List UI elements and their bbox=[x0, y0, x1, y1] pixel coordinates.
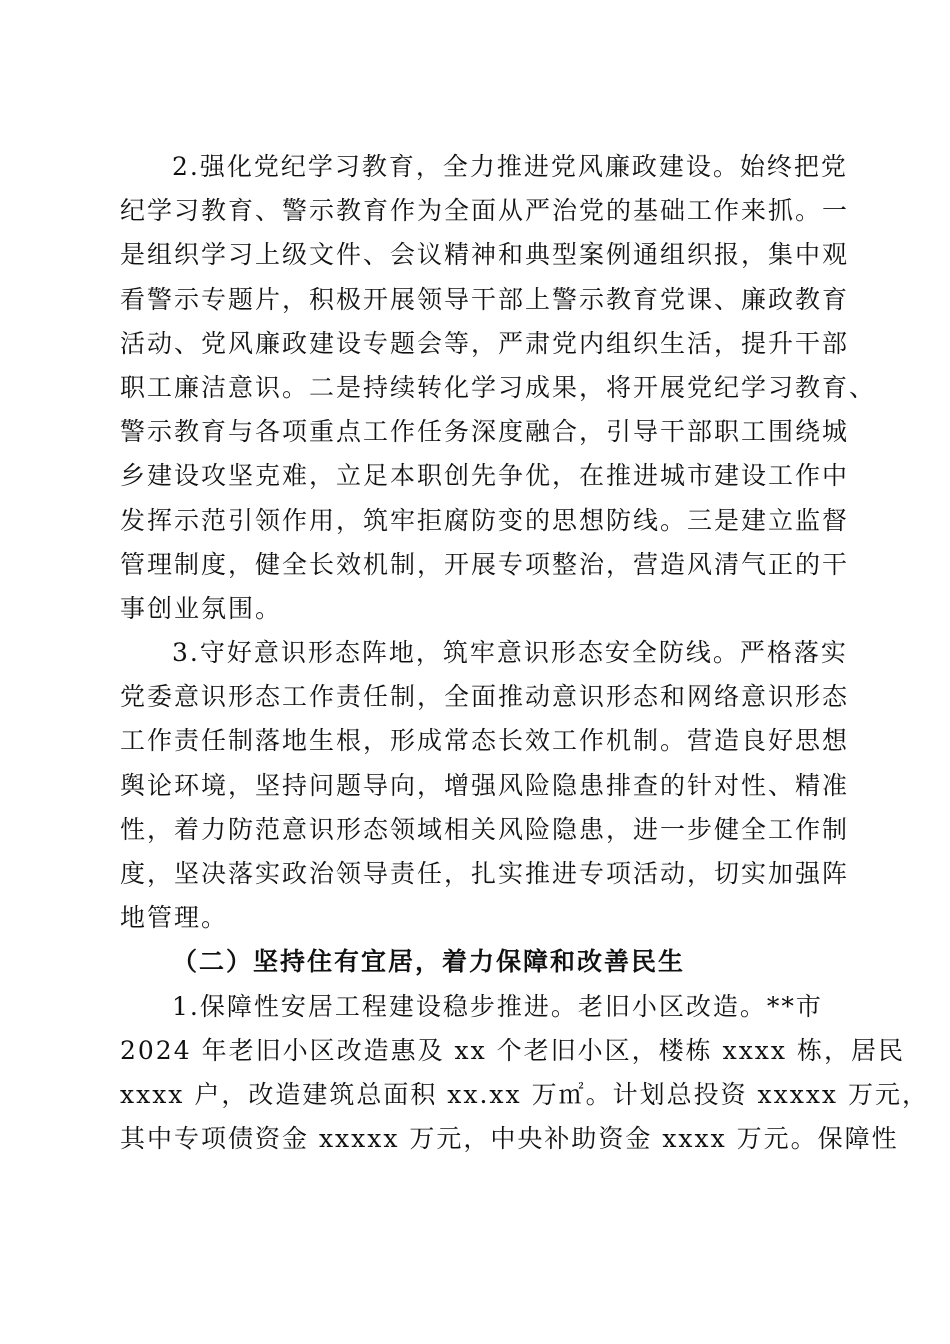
paragraph-2-line-2: 纪学习教育、警示教育作为全面从严治党的基础工作来抓。一 bbox=[120, 196, 850, 226]
paragraph-3-line-4: 舆论环境，坚持问题导向，增强风险隐患排查的针对性、精准 bbox=[120, 770, 850, 800]
paragraph-2-line-4: 看警示专题片，积极开展领导干部上警示教育党课、廉政教育 bbox=[120, 284, 850, 314]
paragraph-3-line-2: 党委意识形态工作责任制，全面推动意识形态和网络意识形态 bbox=[120, 682, 850, 712]
paragraph-2-line-9: 发挥示范引领作用，筑牢拒腐防变的思想防线。三是建立监督 bbox=[120, 505, 850, 535]
paragraph-3-line-3: 工作责任制落地生根，形成常态长效工作机制。营造良好思想 bbox=[120, 726, 850, 756]
document-body bbox=[120, 145, 929, 1161]
paragraph-3-line-6: 度，坚决落实政治领导责任，扎实推进专项活动，切实加强阵 bbox=[120, 859, 850, 888]
paragraph-2-line-7: 警示教育与各项重点工作任务深度融合，引导干部职工围绕城 bbox=[120, 417, 850, 447]
paragraph-4-line-4: 其中专项债资金 xxxxx 万元，中央补助资金 xxxx 万元。保障性 bbox=[120, 1124, 899, 1154]
paragraph-2-line-8: 乡建设攻坚克难，立足本职创先争优，在推进城市建设工作中 bbox=[120, 461, 850, 491]
paragraph-2-line-1: 2.强化党纪学习教育，全力推进党风廉政建设。始终把党 bbox=[172, 152, 848, 181]
paragraph-4-line-3: xxxx 户，改造建筑总面积 xx.xx 万㎡。计划总投资 xxxxx 万元， bbox=[120, 1079, 929, 1109]
paragraph-4-line-1: 1.保障性安居工程建设稳步推进。老旧小区改造。**市 bbox=[172, 991, 823, 1021]
paragraph-2-line-11: 事创业氛围。 bbox=[120, 593, 283, 623]
paragraph-2-line-3: 是组织学习上级文件、会议精神和典型案例通组织报，集中观 bbox=[120, 240, 850, 270]
section-heading: （二）坚持住有宜居，着力保障和改善民生 bbox=[172, 947, 686, 977]
paragraph-2-line-5: 活动、党风廉政建设专题会等，严肃党内组织生活，提升干部 bbox=[120, 328, 850, 358]
paragraph-3-line-5: 性，着力防范意识形态领域相关风险隐患，进一步健全工作制 bbox=[120, 814, 850, 844]
paragraph-4-line-2: 2024 年老旧小区改造惠及 xx 个老旧小区，楼栋 xxxx 栋，居民 bbox=[120, 1035, 905, 1065]
paragraph-2-line-10: 管理制度，健全长效机制，开展专项整治，营造风清气正的干 bbox=[120, 549, 850, 579]
paragraph-3-line-7: 地管理。 bbox=[120, 903, 229, 933]
paragraph-3-line-1: 3.守好意识形态阵地，筑牢意识形态安全防线。严格落实 bbox=[172, 638, 848, 668]
paragraph-2-line-6: 职工廉洁意识。二是持续转化学习成果，将开展党纪学习教育、 bbox=[120, 372, 877, 402]
